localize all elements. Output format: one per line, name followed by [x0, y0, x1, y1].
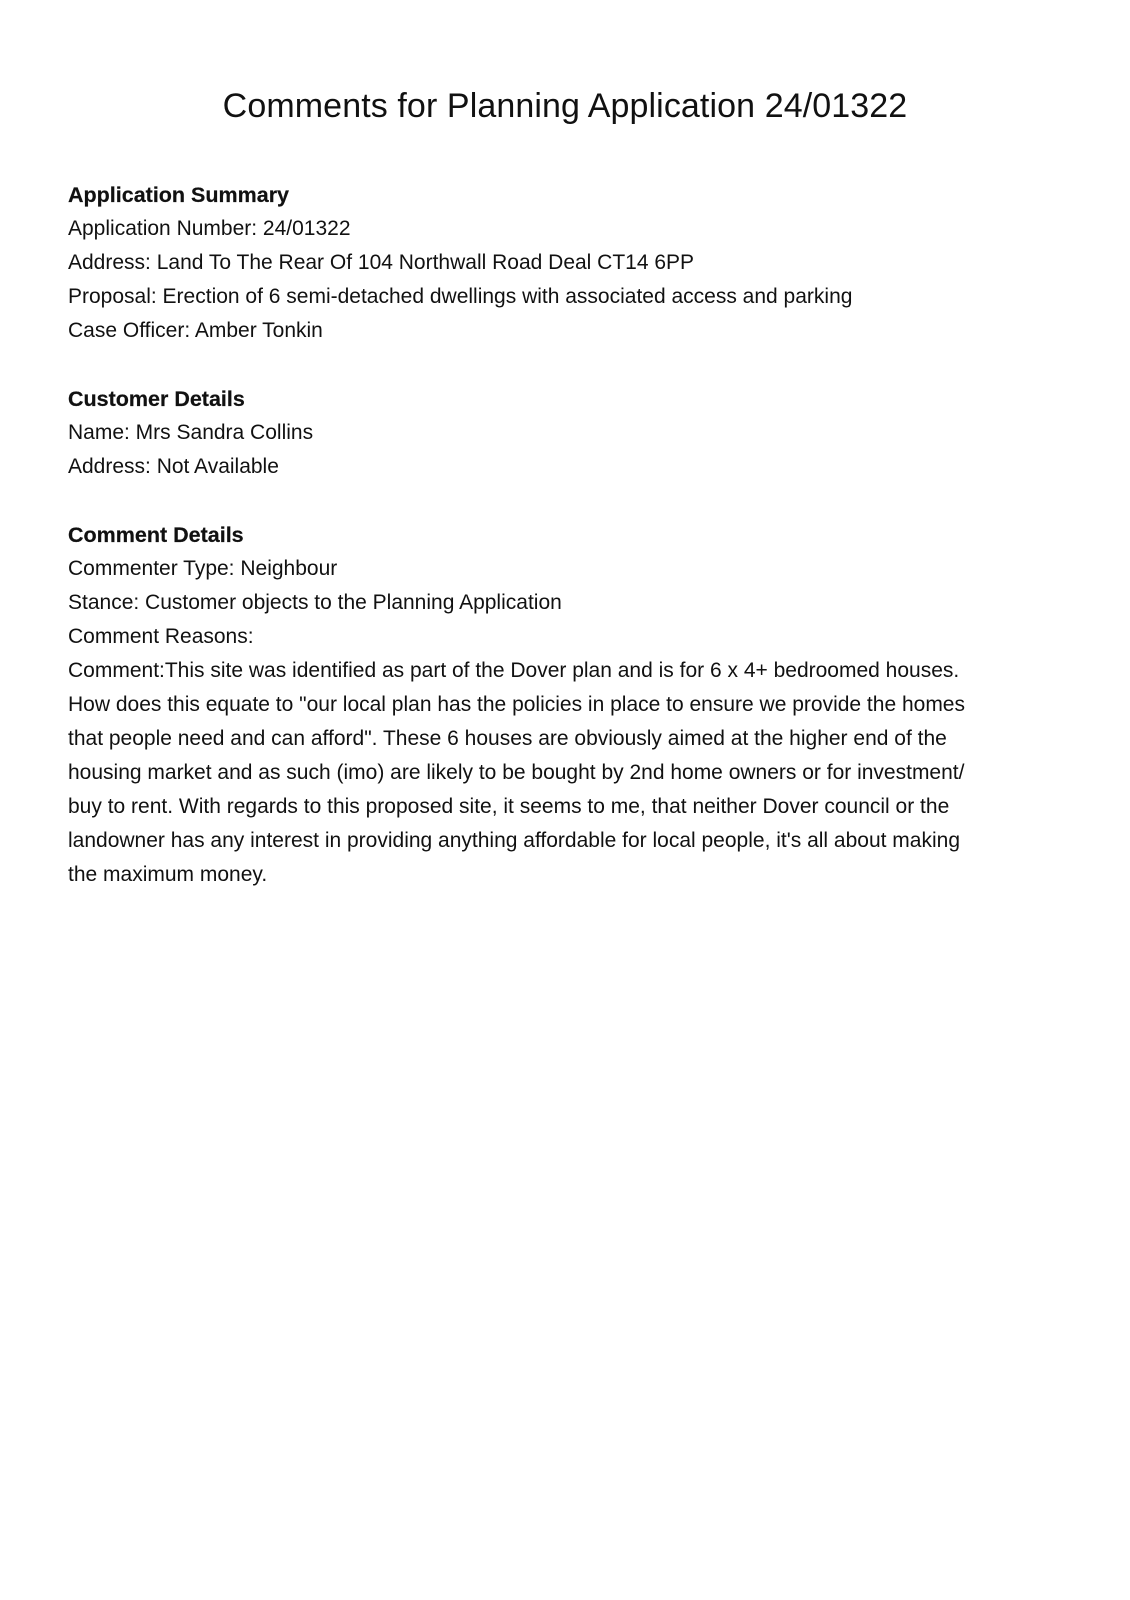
comment-line: landowner has any interest in providing anything affordable for local people, it's all about making — [68, 829, 961, 852]
comment-line: the maximum money. — [68, 863, 268, 886]
application-address: Address: Land To The Rear Of 104 Northwall Road Deal CT14 6PP — [68, 251, 695, 274]
customer-details-section — [68, 382, 1058, 484]
comment-details-heading: Comment Details — [68, 523, 244, 547]
application-summary-heading: Application Summary — [68, 183, 290, 207]
customer-name: Name: Mrs Sandra Collins — [68, 421, 314, 444]
application-summary-section — [68, 178, 1058, 348]
comment-line: that people need and can afford". These 6 houses are obviously aimed at the higher end of the — [68, 727, 947, 750]
comment-line: Comment:This site was identified as part of the Dover plan and is for 6 x 4+ bedroomed houses. — [68, 659, 960, 682]
customer-details-heading: Customer Details — [68, 387, 245, 411]
comment-stance: Stance: Customer objects to the Planning Application — [68, 591, 562, 614]
application-number: Application Number: 24/01322 — [68, 217, 351, 240]
page-title: Comments for Planning Application 24/01322 — [222, 87, 908, 125]
document-body — [68, 178, 1058, 926]
application-proposal: Proposal: Erection of 6 semi-detached dwellings with associated access and parking — [68, 285, 853, 308]
comment-details-section — [68, 518, 1058, 892]
comment-line: housing market and as such (imo) are likely to be bought by 2nd home owners or for investment/ — [68, 761, 965, 784]
comment-line: How does this equate to "our local plan has the policies in place to ensure we provide the homes — [68, 693, 965, 716]
comment-text — [68, 654, 1058, 892]
case-officer: Case Officer: Amber Tonkin — [68, 319, 323, 342]
commenter-type: Commenter Type: Neighbour — [68, 557, 338, 580]
comment-line: buy to rent. With regards to this proposed site, it seems to me, that neither Dover council or the — [68, 795, 950, 818]
comment-reasons: Comment Reasons: — [68, 625, 254, 648]
customer-address: Address: Not Available — [68, 455, 279, 478]
